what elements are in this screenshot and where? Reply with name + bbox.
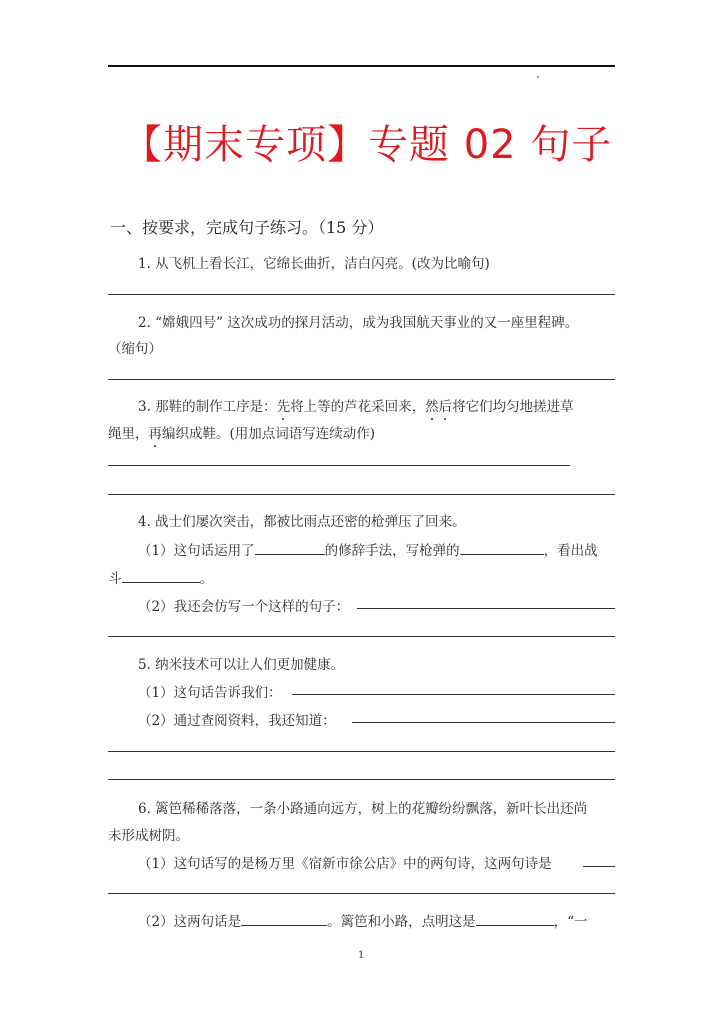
answer-line-q4-2[interactable] <box>108 636 615 637</box>
q3-text-c: 将它们均匀地搓进草 <box>452 399 574 415</box>
q4-sub1-text-c: ，看出战 <box>543 543 598 559</box>
blank-battle[interactable] <box>122 568 200 583</box>
question-6-line1: 6. 篱笆稀稀落落，一条小路通向远方，树上的花瓣纷纷飘落，新叶长出还尚 <box>138 801 588 817</box>
q4-sub1-text-b: 的修辞手法，写枪弹的 <box>324 543 460 559</box>
question-2-line2: （缩句） <box>108 341 162 357</box>
answer-line-q5-sub1[interactable] <box>292 694 615 695</box>
question-4-sub2: （2）我还会仿写一个这样的句子： <box>138 599 350 615</box>
q4-sub1-text-d: 斗 <box>108 571 122 587</box>
page-number: 1 <box>358 950 365 961</box>
question-6-sub1: （1）这句话写的是杨万里《宿新市徐公店》中的两句诗，这两句诗是 <box>138 856 552 872</box>
q3-text-d: 绳里， <box>108 426 149 442</box>
answer-line-q6-sub1[interactable] <box>583 866 615 867</box>
question-3-line1 <box>138 395 574 415</box>
emphasis-word: 后 <box>438 399 453 415</box>
question-6-sub2 <box>138 910 588 930</box>
answer-line-q3-2[interactable] <box>108 494 615 495</box>
q3-text-a: 3. 那鞋的制作工序是： <box>138 399 277 415</box>
question-5-sub2: （2）通过查阅资料，我还知道： <box>138 713 336 729</box>
question-1: 1. 从飞机上看长江，它绵长曲折，洁白闪亮。(改为比喻句) <box>138 256 490 272</box>
blank-q6-poem[interactable] <box>241 911 327 926</box>
q6-sub2-text-a: （2）这两句话是 <box>138 914 242 930</box>
answer-line-q5-3[interactable] <box>108 751 615 752</box>
answer-line-q5-4[interactable] <box>108 779 615 780</box>
scan-dot <box>537 76 539 78</box>
question-2-line1: 2. “嫦娥四号” 这次成功的探月活动，成为我国航天事业的又一座里程碑。 <box>138 315 579 331</box>
q4-sub1-text-e: 。 <box>199 571 213 587</box>
q6-sub2-text-b: 。篱笆和小路，点明这是 <box>327 914 476 930</box>
page-title: 【期末专项】专题 02 句子 <box>122 122 613 168</box>
q4-sub1-text-a: （1）这句话运用了 <box>138 543 255 559</box>
blank-q6-place[interactable] <box>476 911 554 926</box>
question-4-sub1-cont <box>108 567 213 587</box>
question-4-sub1 <box>138 539 598 559</box>
emphasis-word: 然 <box>425 399 439 415</box>
answer-line-q2[interactable] <box>108 379 615 380</box>
emphasis-word: 再 <box>148 426 162 442</box>
answer-line-q1[interactable] <box>108 294 615 295</box>
question-3-line2 <box>108 422 375 442</box>
question-5: 5. 纳米技术可以让人们更加健康。 <box>138 657 345 673</box>
q3-text-b: 将上等的芦花采回来， <box>290 399 426 415</box>
blank-rhetoric[interactable] <box>255 540 325 555</box>
header-rule <box>108 65 615 67</box>
emphasis-word: 先 <box>276 399 291 415</box>
answer-line-q5-sub2[interactable] <box>352 722 615 723</box>
blank-bullets[interactable] <box>460 540 544 555</box>
answer-line-q4-sub2[interactable] <box>357 608 615 609</box>
q6-sub2-text-c: ，“一 <box>553 914 588 930</box>
q3-text-e: 编织成鞋。(用加点词语写连续动作) <box>162 426 376 442</box>
question-4: 4. 战士们屡次突击，都被比雨点还密的枪弹压了回来。 <box>138 514 466 530</box>
section-heading: 一、按要求，完成句子练习。（15 分） <box>110 218 384 237</box>
question-5-sub1: （1）这句话告诉我们： <box>138 685 282 701</box>
answer-line-q3-1[interactable] <box>108 465 570 466</box>
answer-line-q6-2[interactable] <box>108 893 615 894</box>
question-6-line2: 未形成树阴。 <box>108 828 189 844</box>
